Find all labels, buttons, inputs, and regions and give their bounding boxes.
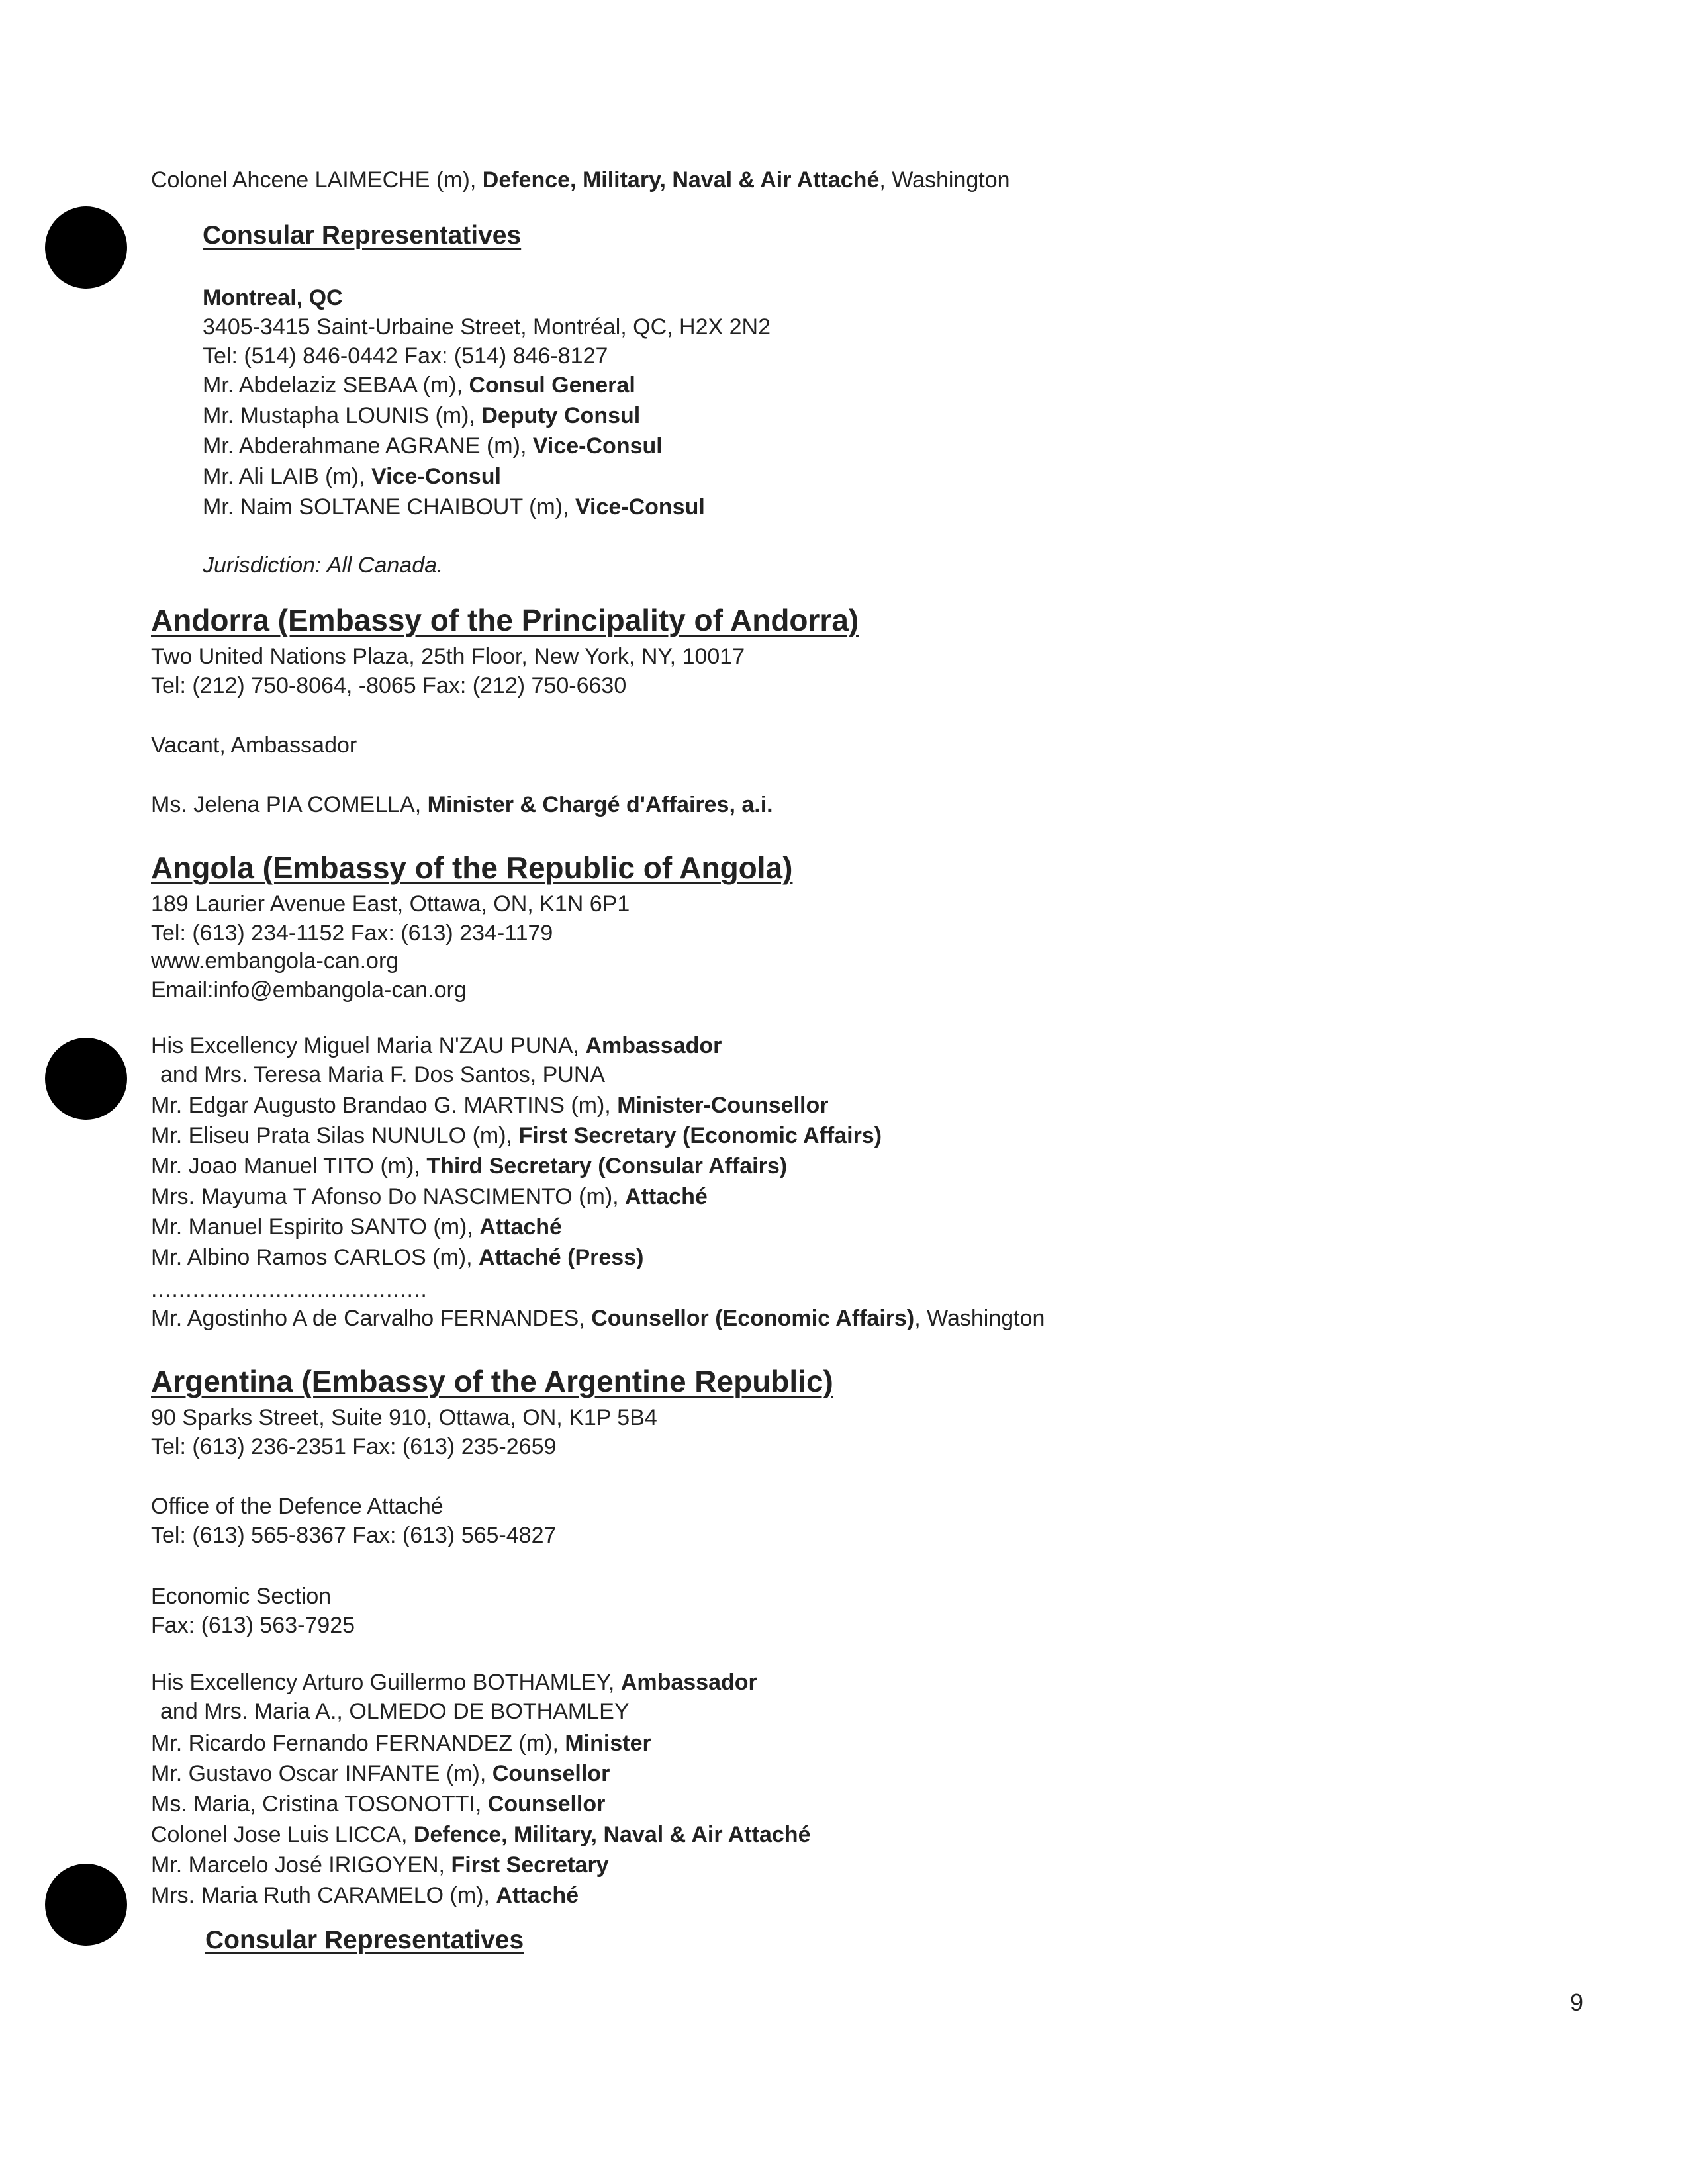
embassy-address: 189 Laurier Avenue East, Ottawa, ON, K1N 6P1: [151, 891, 630, 917]
ambassador-line: Vacant, Ambassador: [151, 733, 357, 758]
embassy-email: Email:info@embangola-can.org: [151, 978, 467, 1003]
entry-line: Colonel Ahcene LAIMECHE (m), Defence, Military, Naval & Air Attaché, Washington: [151, 167, 1010, 193]
staff-line: Mr. Abderahmane AGRANE (m), Vice-Consul: [203, 433, 663, 459]
embassy-phone: Tel: (212) 750-8064, -8065 Fax: (212) 750-6630: [151, 673, 627, 698]
consular-representatives-heading: Consular Representatives: [203, 221, 522, 250]
consulate-city: Montreal, QC: [203, 285, 343, 310]
staff-line: Mr. Manuel Espirito SANTO (m), Attaché: [151, 1214, 562, 1240]
dotted-separator: ........................................: [151, 1277, 428, 1302]
embassy-website: www.embangola-can.org: [151, 948, 399, 974]
staff-line: Mr. Naim SOLTANE CHAIBOUT (m), Vice-Consul: [203, 494, 705, 520]
consular-representatives-heading: Consular Representatives: [205, 1926, 524, 1954]
staff-line: Mr. Joao Manuel TITO (m), Third Secretary (Consular Affairs): [151, 1154, 788, 1179]
staff-line: Mr. Ali LAIB (m), Vice-Consul: [203, 464, 501, 489]
staff-line: Mr. Albino Ramos CARLOS (m), Attaché (Press): [151, 1245, 644, 1270]
staff-line: Mr. Gustavo Oscar INFANTE (m), Counsellor: [151, 1761, 610, 1786]
staff-line: Mr. Abdelaziz SEBAA (m), Consul General: [203, 373, 635, 398]
office-fax: Fax: (613) 563-7925: [151, 1613, 355, 1638]
jurisdiction-note: Jurisdiction: All Canada.: [203, 553, 444, 578]
ambassador-line: His Excellency Arturo Guillermo BOTHAMLEY, Ambassador: [151, 1670, 757, 1695]
punch-hole: [45, 1864, 127, 1946]
staff-line: Mr. Eliseu Prata Silas NUNULO (m), First Secretary (Economic Affairs): [151, 1123, 882, 1148]
staff-line: Ms. Jelena PIA COMELLA, Minister & Chargé d'Affaires, a.i.: [151, 792, 773, 817]
office-phone: Tel: (613) 565-8367 Fax: (613) 565-4827: [151, 1523, 557, 1548]
staff-line: Colonel Jose Luis LICCA, Defence, Military, Naval & Air Attaché: [151, 1822, 811, 1847]
staff-line: Mr. Edgar Augusto Brandao G. MARTINS (m), Minister-Counsellor: [151, 1093, 829, 1118]
embassy-address: 90 Sparks Street, Suite 910, Ottawa, ON, K1P 5B4: [151, 1405, 657, 1430]
embassy-phone: Tel: (613) 234-1152 Fax: (613) 234-1179: [151, 921, 553, 946]
staff-line: Ms. Maria, Cristina TOSONOTTI, Counsellor: [151, 1792, 606, 1817]
staff-line: Mr. Mustapha LOUNIS (m), Deputy Consul: [203, 403, 641, 428]
ambassador-line: His Excellency Miguel Maria N'ZAU PUNA, Ambassador: [151, 1033, 722, 1058]
staff-line: Mr. Ricardo Fernando FERNANDEZ (m), Minister: [151, 1731, 651, 1756]
punch-hole: [45, 1038, 127, 1120]
spouse-line: and Mrs. Maria A., OLMEDO DE BOTHAMLEY: [160, 1699, 630, 1724]
embassy-address: Two United Nations Plaza, 25th Floor, New York, NY, 10017: [151, 644, 745, 669]
argentina-heading: Argentina (Embassy of the Argentine Republic): [151, 1364, 833, 1398]
punch-hole: [45, 206, 127, 289]
embassy-phone: Tel: (613) 236-2351 Fax: (613) 235-2659: [151, 1434, 557, 1459]
spouse-line: and Mrs. Teresa Maria F. Dos Santos, PUNA: [160, 1062, 606, 1087]
staff-line: Mrs. Maria Ruth CARAMELO (m), Attaché: [151, 1883, 579, 1908]
consulate-phone: Tel: (514) 846-0442 Fax: (514) 846-8127: [203, 343, 608, 369]
page-number: 9: [1570, 1989, 1583, 2016]
office-label: Economic Section: [151, 1584, 332, 1609]
andorra-heading: Andorra (Embassy of the Principality of Andorra): [151, 603, 859, 637]
office-label: Office of the Defence Attaché: [151, 1494, 444, 1519]
staff-line: Mr. Agostinho A de Carvalho FERNANDES, Counsellor (Economic Affairs), Washington: [151, 1306, 1045, 1331]
consulate-address: 3405-3415 Saint-Urbaine Street, Montréal, QC, H2X 2N2: [203, 314, 771, 340]
staff-line: Mr. Marcelo José IRIGOYEN, First Secretary: [151, 1852, 609, 1878]
angola-heading: Angola (Embassy of the Republic of Angola): [151, 850, 793, 885]
staff-line: Mrs. Mayuma T Afonso Do NASCIMENTO (m), Attaché: [151, 1184, 708, 1209]
